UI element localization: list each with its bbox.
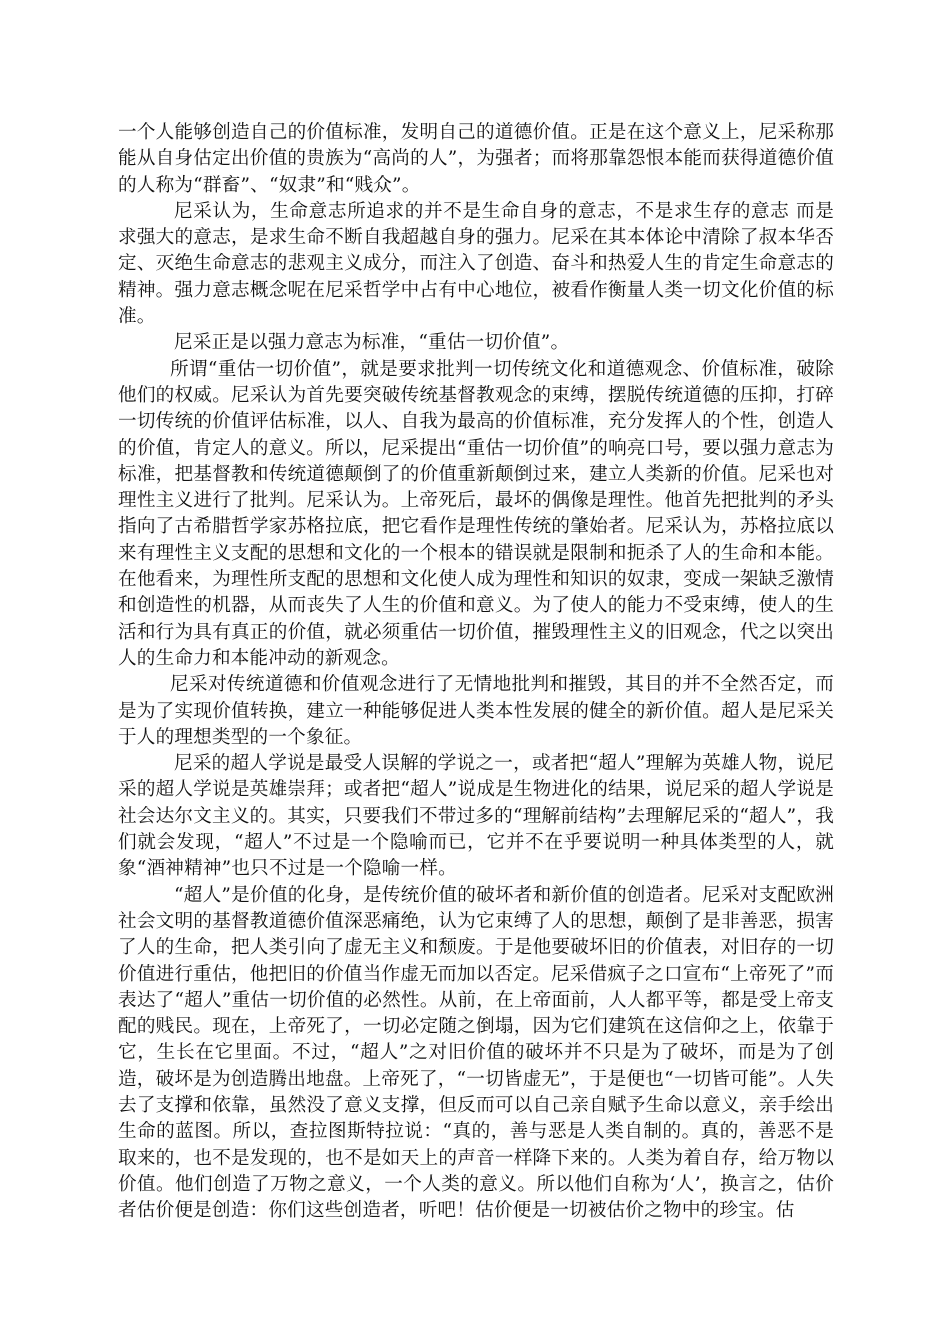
paragraph: 所谓“重估一切价值”，就是要求批判一切传统文化和道德观念、价值标准，破除他们的权威。尼采认为首先要突破传统基督教观念的束缚，摆脱传统道德的压抑，打碎一切传统的价值评估标准，以人、自我为最高的价值标准，充分发挥人的个性，创造人的价值，肯定人的意义。所以，尼采提出“重估一切价值”的响亮口号，要以强力意志为标准，把基督教和传统道德颠倒了的价值重新颠倒过来，建立人类新的价值。尼采也对理性主义进行了批判。尼采认为。上帝死后，最坏的偶像是理性。他首先把批判的矛头指向了古希腊哲学家苏格拉底，把它看作是理性传统的肇始者。尼采认为，苏格拉底以来有理性主义支配的思想和文化的一个根本的错误就是限制和扼杀了人的生命和本能。在他看来，为理性所支配的思想和文化使人成为理性和知识的奴隶，变成一架缺乏激情和创造性的机器，从而丧失了人生的价值和意义。为了使人的能力不受束缚，使人的生活和行为具有真正的价值，就必须重估一切价值，摧毁理性主义的旧观念，代之以突出人的生命力和本能冲动的新观念。 xyxy=(118,358,834,669)
paragraph: 尼采的超人学说是最受人误解的学说之一，或者把“超人”理解为英雄人物，说尼采的超人学说是英雄崇拜；或者把“超人”说成是生物进化的结果，说尼采的超人学说是社会达尔文主义的。其实，只要我们不带过多的“理解前结构”去理解尼采的“超人”，我们就会发现，“超人”不过是一个隐喻而已，它并不在乎要说明一种具体类型的人，就象“酒神精神”也只不过是一个隐喻一样。 xyxy=(118,753,834,880)
document-body xyxy=(118,120,834,1224)
paragraph: 尼采认为，生命意志所追求的并不是生命自身的意志，不是求生存的意志 而是求强大的意志，是求生命不断自我超越自身的强力。尼采在其本体论中清除了叔本华否定、灭绝生命意志的悲观主义成分，而注入了创造、奋斗和热爱人生的肯定生命意志的精神。强力意志概念呢在尼采哲学中占有中心地位，被看作衡量人类一切文化价值的标准。 xyxy=(118,200,834,328)
paragraph: 尼采对传统道德和价值观念进行了无情地批判和摧毁，其目的并不全然否定，而是为了实现价值转换，建立一种能够促进人类本性发展的健全的新价值。超人是尼采关于人的理想类型的一个象征。 xyxy=(118,674,834,748)
paragraph: 一个人能够创造自己的价值标准，发明自己的道德价值。正是在这个意义上，尼采称那能从自身估定出价值的贵族为“高尚的人”，为强者；而将那靠怨恨本能而获得道德价值的人称为“群畜”、“奴隶”和“贱众”。 xyxy=(118,122,834,196)
paragraph: 尼采正是以强力意志为标准，“重估一切价值”。 xyxy=(174,332,570,354)
paragraph: “超人”是价值的化身，是传统价值的破坏者和新价值的创造者。尼采对支配欧洲社会文明的基督教道德价值深恶痛绝，认为它束缚了人的思想，颠倒了是非善恶，损害了人的生命，把人类引向了虚无主义和颓废。于是他要破坏旧的价值表，对旧存的一切价值进行重估，他把旧的价值当作虚无而加以否定。尼采借疯子之口宣布“上帝死了”而表达了“超人”重估一切价值的必然性。从前，在上帝面前，人人都平等，都是受上帝支配的贱民。现在，上帝死了，一切必定随之倒塌，因为它们建筑在这信仰之上，依靠于它，生长在它里面。不过，“超人”之对旧价值的破坏并不只是为了破坏，而是为了创造，破坏是为创造腾出地盘。上帝死了，“一切皆虚无”，于是便也“一切皆可能”。人失去了支撑和依靠，虽然没了意义支撑，但反而可以自己亲自赋予生命以意义，亲手绘出生命的蓝图。所以，查拉图斯特拉说：“真的，善与恶是人类自制的。真的，善恶不是取来的，也不是发现的，也不是如天上的声音一样降下来的。人类为着自存，给万物以价值。他们创造了万物之意义，一个人类的意义。所以他们自称为‘人’，换言之，估价者估价便是创造：你们这些创造者，听吧！估价便是一切被估价之物中的珍宝。估 xyxy=(118,884,834,1222)
